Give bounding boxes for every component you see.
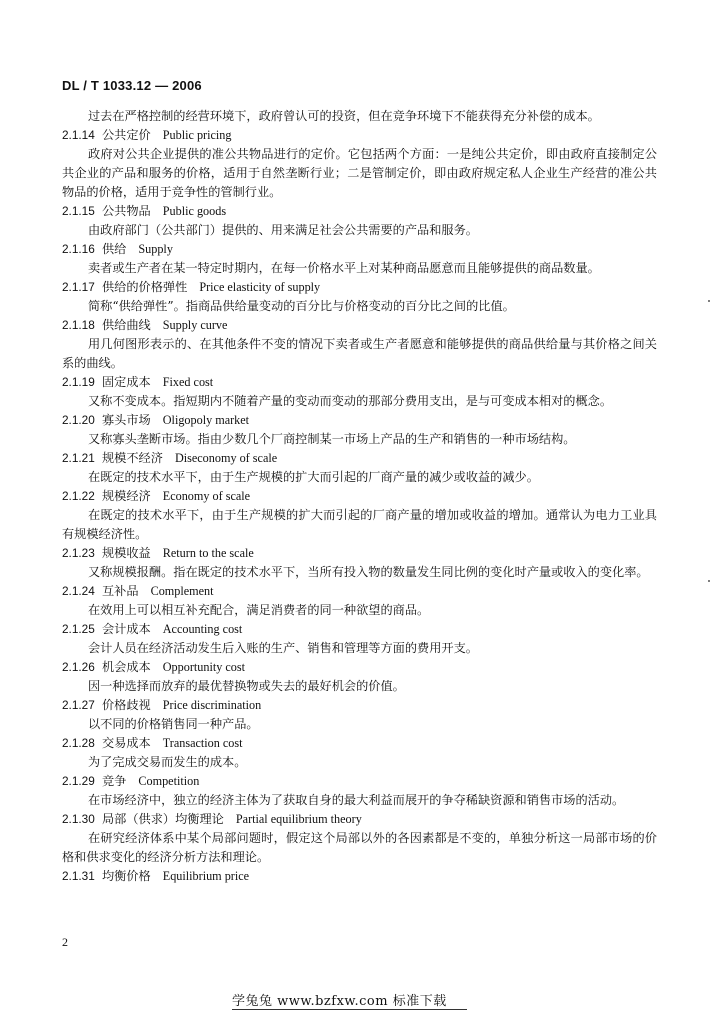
entry-number: 2.1.22 [62,489,95,503]
page-number: 2 [62,935,68,949]
entry-number: 2.1.27 [62,698,95,712]
entry-heading [62,316,657,335]
entry-definition: 以不同的价格销售同一种产品。 [88,717,259,731]
entry-heading [62,240,657,259]
entry-number: 2.1.20 [62,413,95,427]
entry-term-english: Return to the scale [162,546,254,560]
entry-number: 2.1.24 [62,584,95,598]
entry-heading [62,772,657,791]
entry-term-english: Equilibrium price [162,869,250,883]
scan-speck [708,300,710,302]
entry-definition: 用几何图形表示的、在其他条件不变的情况下卖者或生产者愿意和能够提供的商品供给量与其价格之间关系的曲线。 [62,337,657,370]
entry-definition: 政府对公共企业提供的准公共物品进行的定价。它包括两个方面：一是纯公共定价，即由政府直接制定公共企业的产品和服务的价格，适用于自然垄断行业；二是管制定价，即由政府规定私人企业生产经营的准公共物品的价格，适用于竞争性的管制行业。 [62,147,657,199]
entry-term-chinese: 交易成本 [102,736,151,750]
intro-paragraph: 过去在严格控制的经营环境下，政府曾认可的投资，但在竞争环境下不能获得充分补偿的成本。 [88,109,600,123]
entry-number: 2.1.15 [62,204,95,218]
entry-term-chinese: 规模收益 [102,546,151,560]
entry-term-english: Supply [138,242,173,256]
entry-term-english: Opportunity cost [162,660,246,674]
entry-heading [62,449,657,468]
entry-number: 2.1.14 [62,128,95,142]
entry-heading [62,278,657,297]
entry-heading [62,696,657,715]
entry-term-english: Partial equilibrium theory [235,812,362,826]
entry-heading [62,582,657,601]
entry-term-chinese: 竞争 [102,774,127,788]
entry-term-english: Supply curve [162,318,228,332]
entry-definition: 为了完成交易而发生的成本。 [88,755,247,769]
entry-term-english: Price discrimination [162,698,262,712]
entry-definition: 由政府部门（公共部门）提供的、用来满足社会公共需要的产品和服务。 [88,223,478,237]
entry-heading [62,867,657,886]
entry-number: 2.1.29 [62,774,95,788]
entry-term-english: Public goods [162,204,227,218]
entry-term-chinese: 局部（供求）均衡理论 [102,812,224,826]
entry-definition: 又称不变成本。指短期内不随着产量的变动而变动的那部分费用支出，是与可变成本相对的概念。 [88,394,613,408]
entry-term-english: Transaction cost [162,736,243,750]
entry-term-chinese: 供给曲线 [102,318,151,332]
entry-term-chinese: 规模不经济 [102,451,163,465]
entry-number: 2.1.30 [62,812,95,826]
entry-definition: 又称规模报酬。指在既定的技术水平下，当所有投入物的数量发生同比例的变化时产量或收入的变化率。 [88,565,649,579]
entry-term-english: Accounting cost [162,622,243,636]
entry-term-english: Economy of scale [162,489,251,503]
entry-term-english: Public pricing [162,128,232,142]
entry-term-chinese: 价格歧视 [102,698,151,712]
entry-definition: 简称“供给弹性”。指商品供给量变动的百分比与价格变动的百分比之间的比值。 [88,299,515,313]
entry-term-english: Diseconomy of scale [174,451,278,465]
entry-term-chinese: 供给的价格弹性 [102,280,188,294]
entry-number: 2.1.17 [62,280,95,294]
entry-heading [62,620,657,639]
entry-heading [62,126,657,145]
entry-term-chinese: 会计成本 [102,622,151,636]
entry-definition: 卖者或生产者在某一特定时期内，在每一价格水平上对某种商品愿意而且能够提供的商品数量。 [88,261,600,275]
entry-number: 2.1.21 [62,451,95,465]
entry-number: 2.1.19 [62,375,95,389]
entry-heading [62,658,657,677]
entry-term-chinese: 规模经济 [102,489,151,503]
entry-term-english: Oligopoly market [162,413,250,427]
footer-watermark-link[interactable]: 学兔兔 www.bzfxw.com 标准下载 [232,994,447,1009]
entry-heading [62,734,657,753]
entry-term-chinese: 供给 [102,242,127,256]
entry-number: 2.1.16 [62,242,95,256]
entry-definition: 因一种选择而放弃的最优替换物或失去的最好机会的价值。 [88,679,405,693]
entry-term-chinese: 公共定价 [102,128,151,142]
entry-number: 2.1.26 [62,660,95,674]
entry-definition: 在效用上可以相互补充配合，满足消费者的同一种欲望的商品。 [88,603,430,617]
entry-definition: 在研究经济体系中某个局部问题时，假定这个局部以外的各因素都是不变的，单独分析这一局部市场的价格和供求变化的经济分析方法和理论。 [62,831,657,864]
entry-definition: 又称寡头垄断市场。指由少数几个厂商控制某一市场上产品的生产和销售的一种市场结构。 [88,432,576,446]
entry-heading [62,544,657,563]
entry-heading [62,202,657,221]
scan-speck [708,580,710,582]
entry-number: 2.1.25 [62,622,95,636]
entry-term-chinese: 均衡价格 [102,869,151,883]
entry-term-english: Competition [138,774,200,788]
document-body [62,107,657,886]
document-header-code: DL / T 1033.12 — 2006 [62,78,202,93]
entry-number: 2.1.31 [62,869,95,883]
entry-term-chinese: 寡头市场 [102,413,151,427]
entry-heading [62,411,657,430]
footer-underline [232,1009,467,1010]
entry-definition: 在既定的技术水平下，由于生产规模的扩大而引起的厂商产量的减少或收益的减少。 [88,470,539,484]
entry-definition: 在市场经济中，独立的经济主体为了获取自身的最大利益而展开的争夺稀缺资源和销售市场的活动。 [88,793,625,807]
entry-term-english: Price elasticity of supply [199,280,321,294]
entry-definition: 在既定的技术水平下，由于生产规模的扩大而引起的厂商产量的增加或收益的增加。通常认为电力工业具有规模经济性。 [62,508,657,541]
entry-term-chinese: 公共物品 [102,204,151,218]
entry-number: 2.1.23 [62,546,95,560]
entry-heading [62,810,657,829]
entry-number: 2.1.18 [62,318,95,332]
entry-definition: 会计人员在经济活动发生后入账的生产、销售和管理等方面的费用开支。 [88,641,478,655]
entry-term-english: Fixed cost [162,375,214,389]
entry-term-chinese: 机会成本 [102,660,151,674]
entry-heading [62,487,657,506]
entry-term-chinese: 固定成本 [102,375,151,389]
entry-term-english: Complement [150,584,214,598]
entry-heading [62,373,657,392]
entry-number: 2.1.28 [62,736,95,750]
entry-term-chinese: 互补品 [102,584,139,598]
